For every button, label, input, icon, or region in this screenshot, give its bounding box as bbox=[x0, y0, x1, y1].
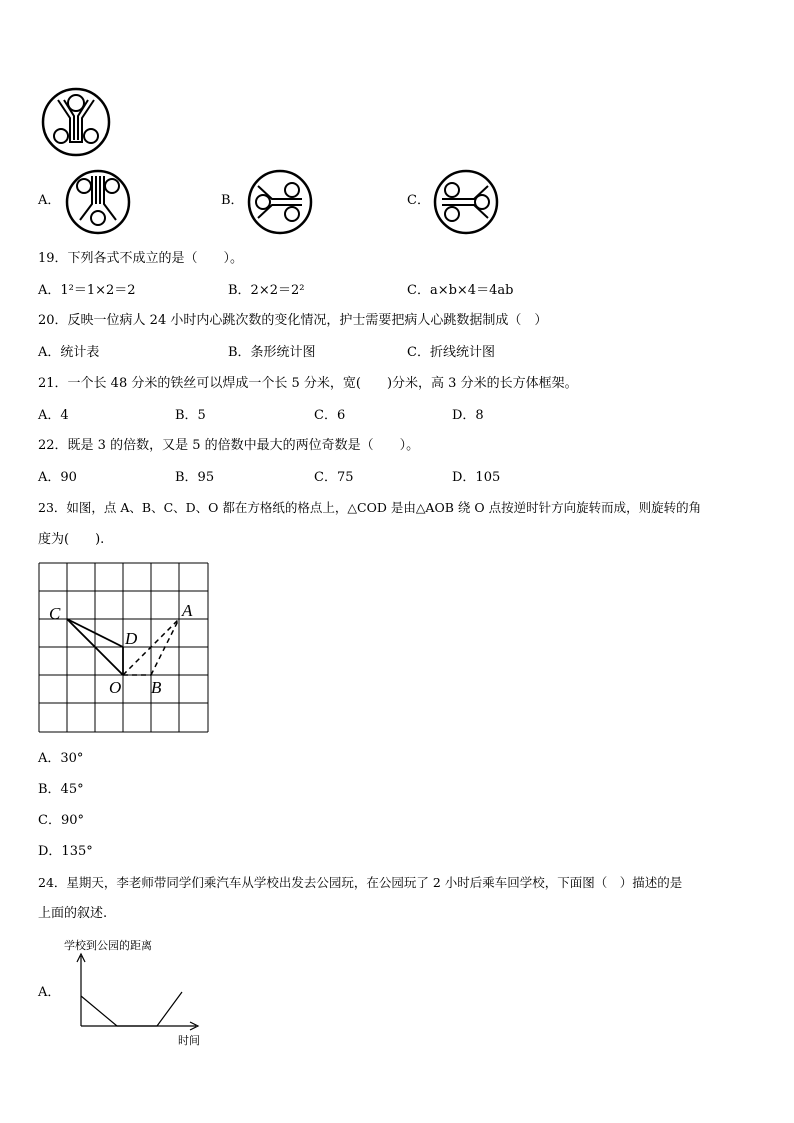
point-d-label: D bbox=[125, 629, 138, 648]
q24-question-line2: 上面的叙述. bbox=[38, 906, 108, 921]
q23-question-line2: 度为( ). bbox=[38, 532, 105, 547]
q18-option-a-figure bbox=[64, 168, 132, 236]
q23-option-c: C．90° bbox=[38, 813, 84, 828]
q24-option-a-graph bbox=[72, 950, 202, 1032]
q18-option-c-label: C． bbox=[407, 193, 430, 208]
q19-question: 19．下列各式不成立的是（ ）。 bbox=[38, 251, 244, 266]
q22-option-b: B．95 bbox=[175, 470, 215, 485]
q19-option-b: B．2×2＝2² bbox=[228, 283, 305, 298]
q21-option-c: C．6 bbox=[314, 408, 346, 423]
q23-option-a: A．30° bbox=[38, 751, 84, 766]
q18-option-c-figure bbox=[432, 168, 500, 236]
q18-reference-figure bbox=[40, 86, 112, 158]
q20-option-b: B．条形统计图 bbox=[228, 345, 316, 360]
q24-option-a-curve bbox=[81, 992, 182, 1026]
q20-question: 20．反映一位病人 24 小时内心跳次数的变化情况，护士需要把病人心跳数据制成（ ） bbox=[38, 313, 548, 328]
q22-question: 22．既是 3 的倍数，又是 5 的倍数中最大的两位奇数是（ ）。 bbox=[38, 438, 420, 453]
q21-option-b: B．5 bbox=[175, 408, 206, 423]
q24-option-a-label: A． bbox=[38, 985, 61, 1000]
q23-grid-figure bbox=[38, 562, 210, 734]
point-a-label: A bbox=[182, 601, 193, 620]
q23-option-d: D．135° bbox=[38, 844, 93, 859]
q18-option-b-label: B． bbox=[221, 193, 244, 208]
point-c-label: C bbox=[49, 604, 61, 623]
q23-option-b: B．45° bbox=[38, 782, 84, 797]
q24-question-line1: 24．星期天，李老师带同学们乘汽车从学校出发去公园玩，在公园玩了 2 小时后乘车回学校，下面图（ ）描述的是 bbox=[38, 875, 683, 890]
point-b-label: B bbox=[151, 678, 162, 697]
q21-option-a: A．4 bbox=[38, 408, 69, 423]
point-o-label: O bbox=[109, 678, 122, 697]
q19-option-c: C．a×b×4＝4ab bbox=[407, 283, 514, 298]
q18-option-b-figure bbox=[246, 168, 314, 236]
q21-option-d: D．8 bbox=[452, 408, 484, 423]
q24-graph-xlabel: 时间 bbox=[178, 1034, 200, 1047]
q24-graph-ylabel: 学校到公园的距离 bbox=[64, 939, 152, 952]
q22-option-c: C．75 bbox=[314, 470, 354, 485]
q19-option-a: A．1²＝1×2＝2 bbox=[38, 283, 136, 298]
q22-option-a: A．90 bbox=[38, 470, 77, 485]
q22-option-d: D．105 bbox=[452, 470, 501, 485]
q18-option-a-label: A． bbox=[38, 193, 61, 208]
q20-option-a: A．统计表 bbox=[38, 345, 100, 360]
q21-question: 21．一个长 48 分米的铁丝可以焊成一个长 5 分米，宽( )分米，高 3 分米的长方体框架。 bbox=[38, 376, 578, 391]
q20-option-c: C．折线统计图 bbox=[407, 345, 495, 360]
q23-question-line1: 23．如图，点 A、B、C、D、O 都在方格纸的格点上，△COD 是由△AOB 绕 O 点按逆时针方向旋转而成，则旋转的角 bbox=[38, 500, 702, 515]
